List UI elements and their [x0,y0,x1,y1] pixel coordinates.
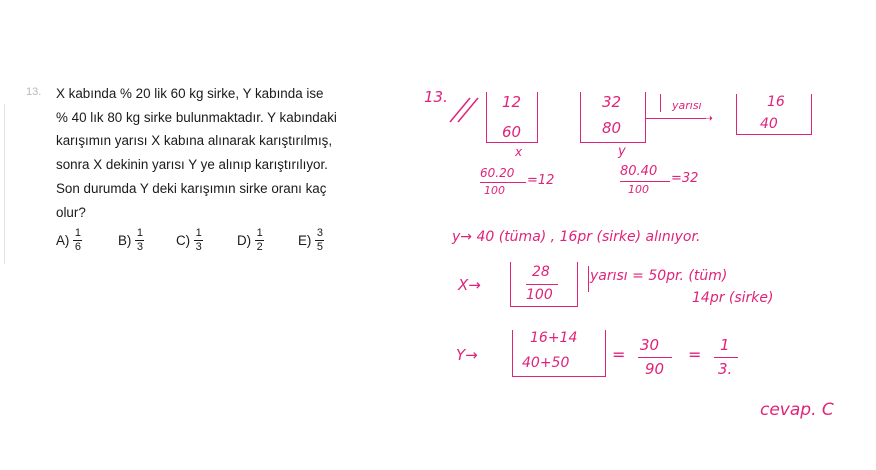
equals-2: = [688,345,702,364]
fraction-numerator: 1 [195,227,202,239]
box-y-top: 32 [602,93,622,111]
option-letter: E) [298,233,312,248]
x-half-note: yarısı = 50pr. (tüm) [590,268,728,284]
frac1-bar [638,357,672,358]
frac2-bar [714,357,738,358]
question-line-3: karışımın yarısı X kabına alınarak karıştırılmış, [56,133,333,148]
option-letter: B) [118,233,132,248]
transfer-arrowhead: ➝ [703,111,714,125]
fraction-denominator: 6 [74,241,81,253]
transfer-tick [660,94,661,112]
x-prefix: X→ [458,276,481,294]
label-slash-marks [444,92,480,128]
question-number: 13. [26,86,42,98]
fraction-denominator: 5 [316,241,323,253]
y-prefix: Y→ [456,346,478,364]
answer-text: cevap. C [760,400,834,420]
box-y-bottom: 80 [602,119,622,137]
question-line-1: X kabında % 20 lik 60 kg sirke, Y kabında ise [56,86,324,101]
option-letter: A) [56,233,70,248]
transfer-note: yarısı [672,99,702,112]
fraction-denominator: 3 [136,241,143,253]
half-box-bottom: 40 [760,116,778,132]
fraction-numerator: 1 [136,227,143,239]
solution-label: 13. [424,88,448,106]
line-y-text: y→ 40 (tüma) , 16pr (sirke) alınıyor. [452,229,701,245]
question-line-6: olur? [56,205,86,220]
equals-1: = [612,345,626,364]
calc-y-denominator: 100 [628,183,649,196]
fraction-denominator: 3 [195,241,202,253]
frac2-numerator: 1 [720,336,730,354]
x-box-bottom: 100 [526,287,553,303]
y-final-top: 16+14 [530,330,578,346]
calc-x-denominator: 100 [484,184,505,197]
calc-x-numerator: 60.20 [480,166,515,180]
fraction-numerator: 1 [256,227,263,239]
calc-x-result: =12 [527,173,555,188]
question-line-2: % 40 lık 80 kg sirke bulunmaktadır. Y kabındaki [56,110,337,125]
option-letter: D) [237,233,252,248]
frac1-numerator: 30 [640,336,660,354]
frac2-denominator: 3. [718,360,733,378]
y-final-bottom: 40+50 [522,355,570,371]
box-x-top: 12 [502,93,522,111]
frac1-denominator: 90 [645,360,665,378]
fraction-numerator: 1 [74,227,81,239]
option-letter: C) [176,233,191,248]
fraction-numerator: 3 [316,227,323,239]
question-line-5: Son durumda Y deki karışımın sirke oranı kaç [56,181,327,196]
calc-y-result: =32 [671,171,699,186]
box-y-name: y [618,144,626,159]
calc-y-numerator: 80.40 [620,164,658,179]
x-half-note-2: 14pr (sirke) [692,290,774,306]
x-box-divider [526,284,558,285]
transfer-arrow-line [646,118,706,119]
x-box-top: 28 [532,264,550,280]
half-box-top: 16 [767,94,785,110]
box-x-bottom: 60 [502,123,522,141]
fraction-denominator: 2 [256,241,263,253]
question-line-4: sonra X dekinin yarısı Y ye alınıp karıştırılıyor. [56,157,328,172]
box-x-name: x [515,145,523,159]
